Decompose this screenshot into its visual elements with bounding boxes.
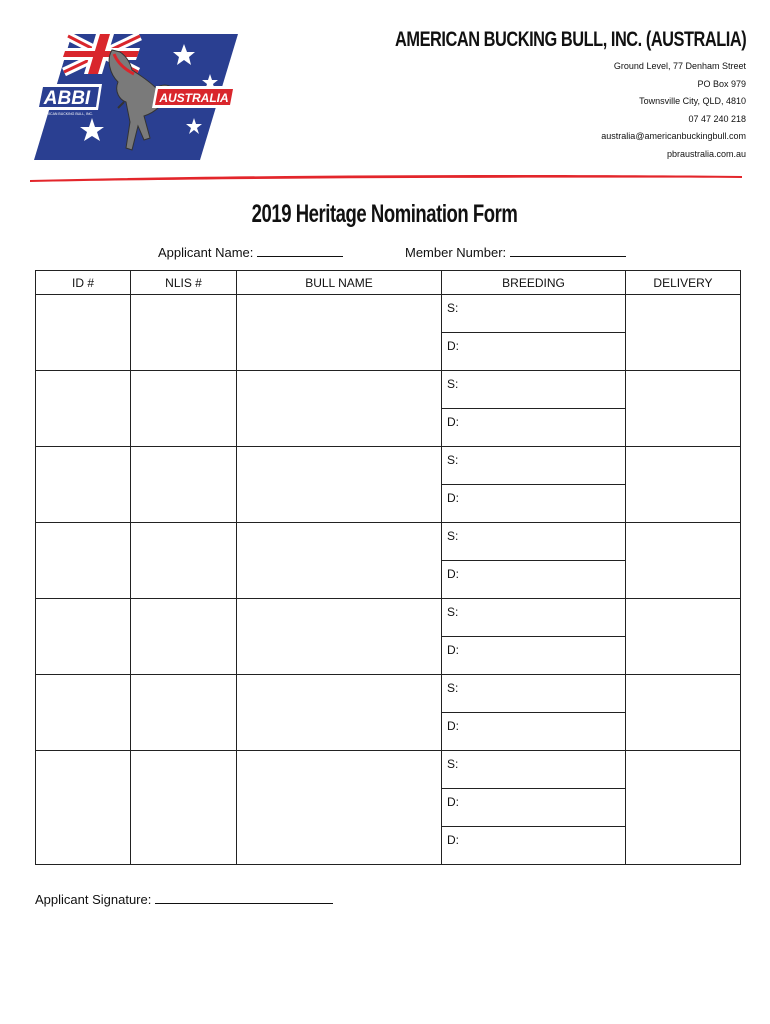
table-row xyxy=(36,751,741,865)
id-cell[interactable] xyxy=(36,675,131,751)
address-email: australia@americanbuckingbull.com xyxy=(601,131,746,141)
table-row xyxy=(36,447,741,523)
breeding-cell xyxy=(442,295,626,371)
bull-name-cell[interactable] xyxy=(237,371,442,447)
nlis-cell[interactable] xyxy=(131,675,237,751)
applicant-name-field[interactable] xyxy=(158,245,343,260)
logo-country-text: AUSTRALIA xyxy=(159,91,229,105)
table-row xyxy=(36,599,741,675)
address-po-box: PO Box 979 xyxy=(697,78,746,89)
applicant-signature-label: Applicant Signature: xyxy=(35,892,152,907)
address-block xyxy=(601,58,746,163)
breeding-line-label: D: xyxy=(447,719,459,733)
breeding-line-label: D: xyxy=(447,567,459,581)
applicant-signature-blank[interactable] xyxy=(155,892,333,904)
delivery-cell[interactable] xyxy=(626,523,741,599)
nlis-cell[interactable] xyxy=(131,447,237,523)
breeding-sire-line[interactable] xyxy=(442,447,625,485)
breeding-sire-line[interactable] xyxy=(442,751,625,789)
breeding-sire-line[interactable] xyxy=(442,599,625,637)
member-number-blank[interactable] xyxy=(510,245,626,257)
breeding-sire-line[interactable] xyxy=(442,295,625,333)
breeding-line-label: D: xyxy=(447,339,459,353)
member-number-field[interactable] xyxy=(405,245,626,260)
breeding-cell xyxy=(442,599,626,675)
breeding-sire-line[interactable] xyxy=(442,523,625,561)
table-row xyxy=(36,675,741,751)
applicant-signature-field[interactable] xyxy=(35,892,333,907)
column-header-id: ID # xyxy=(36,271,131,295)
address-city: Townsville City, QLD, 4810 xyxy=(639,96,746,106)
address-phone: 07 47 240 218 xyxy=(688,113,746,124)
organization-name: AMERICAN BUCKING BULL, INC. (AUSTRALIA) xyxy=(394,28,746,51)
address-street: Ground Level, 77 Denham Street xyxy=(613,61,746,71)
breeding-cell xyxy=(442,751,626,865)
form-title xyxy=(0,200,770,229)
breeding-dam-line[interactable] xyxy=(442,409,625,446)
breeding-dam-line[interactable] xyxy=(442,485,625,522)
bull-name-cell[interactable] xyxy=(237,675,442,751)
breeding-dam-line[interactable] xyxy=(442,333,625,370)
breeding-line-label: D: xyxy=(447,415,459,429)
column-header-nlis: NLIS # xyxy=(131,271,237,295)
delivery-cell[interactable] xyxy=(626,447,741,523)
breeding-cell xyxy=(442,523,626,599)
nlis-cell[interactable] xyxy=(131,371,237,447)
nlis-cell[interactable] xyxy=(131,523,237,599)
breeding-cell xyxy=(442,371,626,447)
delivery-cell[interactable] xyxy=(626,751,741,865)
breeding-line-label: D: xyxy=(447,833,459,847)
abbi-australia-logo xyxy=(34,30,238,166)
id-cell[interactable] xyxy=(36,751,131,865)
table-header-row xyxy=(36,271,741,295)
delivery-cell[interactable] xyxy=(626,371,741,447)
breeding-sire-line[interactable] xyxy=(442,371,625,409)
bull-name-cell[interactable] xyxy=(237,751,442,865)
breeding-cell xyxy=(442,447,626,523)
delivery-cell[interactable] xyxy=(626,675,741,751)
column-header-bull-name: BULL NAME xyxy=(237,271,442,295)
bull-name-cell[interactable] xyxy=(237,523,442,599)
breeding-line-label: S: xyxy=(447,605,459,619)
id-cell[interactable] xyxy=(36,295,131,371)
delivery-cell[interactable] xyxy=(626,599,741,675)
bull-name-cell[interactable] xyxy=(237,447,442,523)
logo-small-text: AMERICAN BUCKING BULL, INC. xyxy=(38,112,94,116)
breeding-line-label: S: xyxy=(447,453,459,467)
id-cell[interactable] xyxy=(36,371,131,447)
applicant-name-blank[interactable] xyxy=(257,245,343,257)
nlis-cell[interactable] xyxy=(131,599,237,675)
nomination-table xyxy=(35,270,741,865)
bull-name-cell[interactable] xyxy=(237,295,442,371)
breeding-cell xyxy=(442,675,626,751)
table-row xyxy=(36,523,741,599)
id-cell[interactable] xyxy=(36,447,131,523)
breeding-dam-line[interactable] xyxy=(442,827,625,864)
breeding-line-label: D: xyxy=(447,491,459,505)
breeding-dam-line[interactable] xyxy=(442,561,625,598)
table-row xyxy=(36,295,741,371)
breeding-sire-line[interactable] xyxy=(442,675,625,713)
breeding-line-label: D: xyxy=(447,643,459,657)
applicant-name-label: Applicant Name: xyxy=(158,245,254,260)
breeding-line-label: S: xyxy=(447,301,459,315)
breeding-dam-line[interactable] xyxy=(442,713,625,750)
breeding-dam-line[interactable] xyxy=(442,789,625,827)
breeding-dam-line[interactable] xyxy=(442,637,625,674)
header-divider-rule xyxy=(30,170,742,182)
nlis-cell[interactable] xyxy=(131,751,237,865)
member-number-label: Member Number: xyxy=(405,245,507,260)
delivery-cell[interactable] xyxy=(626,295,741,371)
id-cell[interactable] xyxy=(36,599,131,675)
form-title-text: 2019 Heritage Nomination Form xyxy=(252,200,518,228)
nlis-cell[interactable] xyxy=(131,295,237,371)
logo-abbi-text: ABBI xyxy=(43,88,91,109)
breeding-line-label: S: xyxy=(447,757,459,771)
column-header-breeding: BREEDING xyxy=(442,271,626,295)
breeding-line-label: D: xyxy=(447,795,459,809)
breeding-line-label: S: xyxy=(447,681,459,695)
table-row xyxy=(36,371,741,447)
id-cell[interactable] xyxy=(36,523,131,599)
bull-name-cell[interactable] xyxy=(237,599,442,675)
breeding-line-label: S: xyxy=(447,377,459,391)
breeding-line-label: S: xyxy=(447,529,459,543)
column-header-delivery: DELIVERY xyxy=(626,271,741,295)
address-website: pbraustralia.com.au xyxy=(666,148,746,159)
